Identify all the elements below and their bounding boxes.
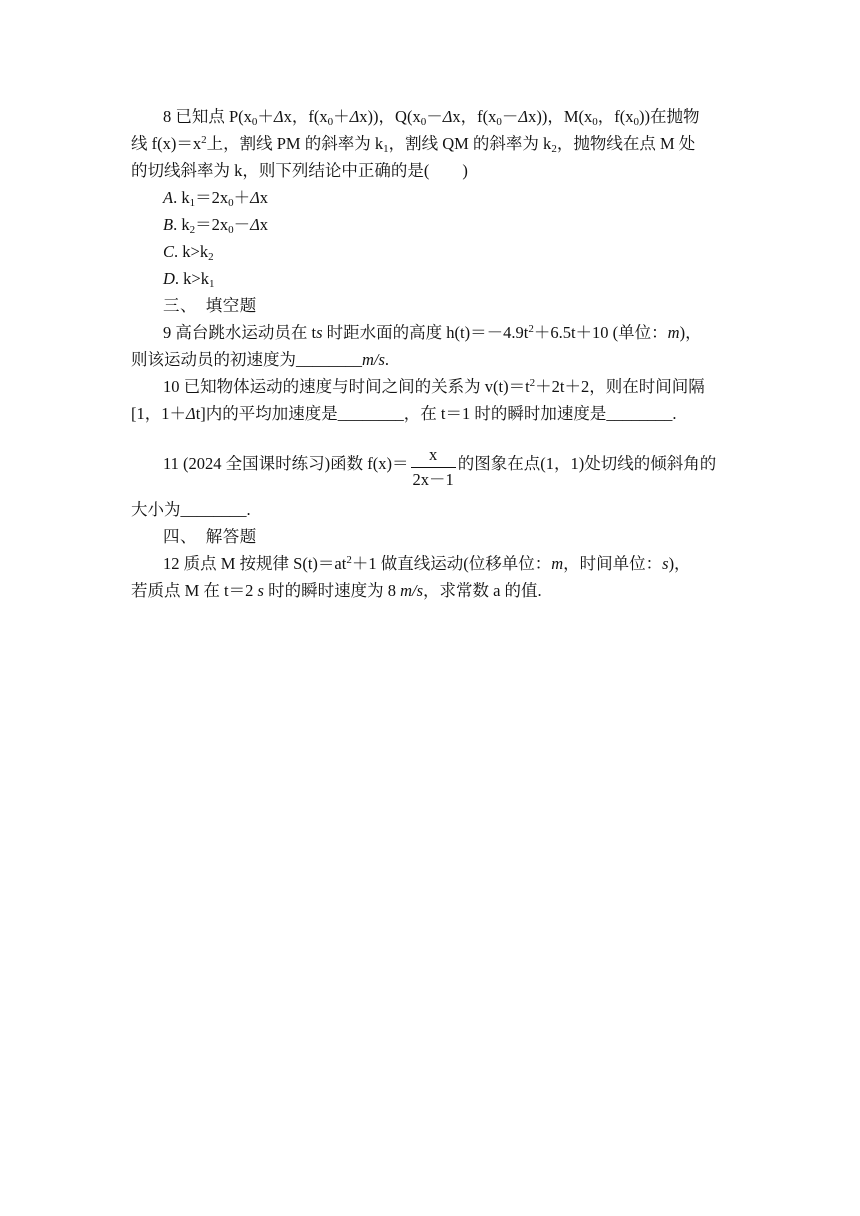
q9-line-1 [163, 322, 702, 344]
superscript: 2 [346, 554, 352, 566]
text: － [233, 215, 251, 234]
text: x [259, 215, 269, 234]
q8-option-d [163, 268, 214, 290]
q9-line-2 [131, 349, 389, 371]
text: x [259, 188, 269, 207]
text: ＋ [233, 188, 251, 207]
fraction [411, 443, 456, 492]
text: ，f(x [597, 107, 634, 126]
text: ＋ [257, 107, 274, 126]
subscript: 0 [633, 116, 639, 128]
unit: m [551, 554, 564, 573]
text: . [384, 350, 390, 369]
delta-symbol: Δ [250, 188, 260, 207]
unit: s [662, 554, 669, 573]
q10-line-2 [131, 403, 676, 425]
q12-line-1 [163, 553, 691, 575]
delta-symbol: Δ [518, 107, 529, 126]
text: ＝2x [195, 215, 229, 234]
option-label: D [163, 269, 175, 288]
text: 的图象在点(1，1)处切线的倾斜角的 [457, 454, 717, 473]
text: 11 (2024 全国课时练习)函数 f(x)＝ [163, 454, 409, 473]
text: － [426, 107, 443, 126]
text: 大小为________. [131, 500, 251, 519]
option-label: C [163, 242, 175, 261]
subscript: 1 [383, 143, 389, 155]
text: 8 已知点 P(x [163, 107, 252, 126]
text: )， [679, 323, 702, 342]
text: . k [173, 215, 190, 234]
subscript: 0 [496, 116, 502, 128]
text: 的切线斜率为 k，则下列结论中正确的是( ) [131, 161, 468, 180]
text: . k>k [174, 269, 209, 288]
text: 线 f(x)＝x [131, 134, 202, 153]
text: t]内的平均加速度是________，在 t＝1 时的瞬时加速度是________. [195, 404, 677, 423]
text: 12 质点 M 按规律 S(t)＝at [163, 554, 347, 573]
text: . k [173, 188, 190, 207]
delta-symbol: Δ [250, 215, 260, 234]
subscript: 0 [251, 116, 258, 128]
text: ＋2t＋2，则在时间间隔 [535, 377, 705, 396]
unit: s [316, 323, 323, 342]
fraction-numerator: x [411, 443, 456, 468]
subscript: 0 [228, 197, 234, 209]
text: ，割线 QM 的斜率为 k [388, 134, 552, 153]
section-heading-answer: 四、 解答题 [163, 527, 257, 546]
unit: m/s [400, 581, 423, 600]
text: 若质点 M 在 t＝2 [131, 581, 258, 600]
delta-symbol: Δ [442, 107, 453, 126]
subscript: 0 [228, 224, 234, 236]
q10-line-1 [163, 376, 705, 398]
subscript: 0 [592, 116, 598, 128]
text: － [501, 107, 519, 126]
subscript: 0 [327, 116, 334, 128]
text: )， [668, 554, 691, 573]
text: ＝2x [195, 188, 229, 207]
subscript: 2 [551, 143, 557, 155]
text: x，f(x [452, 107, 497, 126]
subscript: 1 [208, 278, 215, 290]
q8-option-a [163, 187, 268, 209]
superscript: 2 [529, 377, 536, 389]
delta-symbol: Δ [349, 107, 360, 126]
text: ))在抛物 [638, 107, 700, 126]
text: 9 高台跳水运动员在 t [163, 323, 317, 342]
text: ，抛物线在点 M 处 [556, 134, 696, 153]
q8-line-1 [163, 106, 699, 128]
text: 时的瞬时速度为 8 [263, 581, 401, 600]
fraction-denominator: 2x－1 [412, 469, 454, 489]
text: [1，1＋ [131, 404, 186, 423]
text: ，时间单位： [563, 554, 663, 573]
q8-line-3 [131, 160, 468, 182]
superscript: 2 [201, 134, 207, 146]
q8-option-c [163, 241, 214, 263]
unit: m [667, 323, 680, 342]
text: 上，割线 PM 的斜率为 k [206, 134, 384, 153]
q8-option-b [163, 214, 268, 236]
subscript: 2 [189, 224, 196, 236]
q12-line-2 [131, 580, 542, 602]
text: ＋6.5t＋10 (单位： [533, 323, 668, 342]
text: . k>k [174, 242, 209, 261]
text: 10 已知物体运动的速度与时间之间的关系为 v(t)＝t [163, 377, 530, 396]
text: x))，Q(x [359, 107, 421, 126]
text: x))，M(x [528, 107, 593, 126]
unit: m/s [362, 350, 385, 369]
subscript: 2 [208, 251, 214, 263]
subscript: 1 [189, 197, 196, 209]
text: 时距水面的高度 h(t)＝－4.9t [322, 323, 529, 342]
text: x，f(x [283, 107, 328, 126]
unit: s [257, 581, 264, 600]
subscript: 0 [420, 116, 427, 128]
text: 则该运动员的初速度为________ [131, 350, 362, 369]
text: ，求常数 a 的值. [422, 581, 542, 600]
delta-symbol: Δ [273, 107, 284, 126]
text: ＋ [333, 107, 350, 126]
superscript: 2 [528, 323, 534, 335]
text: ＋1 做直线运动(位移单位： [351, 554, 552, 573]
q8-line-2 [131, 133, 695, 155]
q11-line-1 [163, 440, 716, 490]
section-heading-fill-in: 三、 填空题 [163, 296, 257, 315]
option-label: B [163, 215, 174, 234]
q11-line-2 [131, 499, 251, 521]
delta-symbol: Δ [186, 404, 196, 423]
option-label: A [163, 188, 174, 207]
